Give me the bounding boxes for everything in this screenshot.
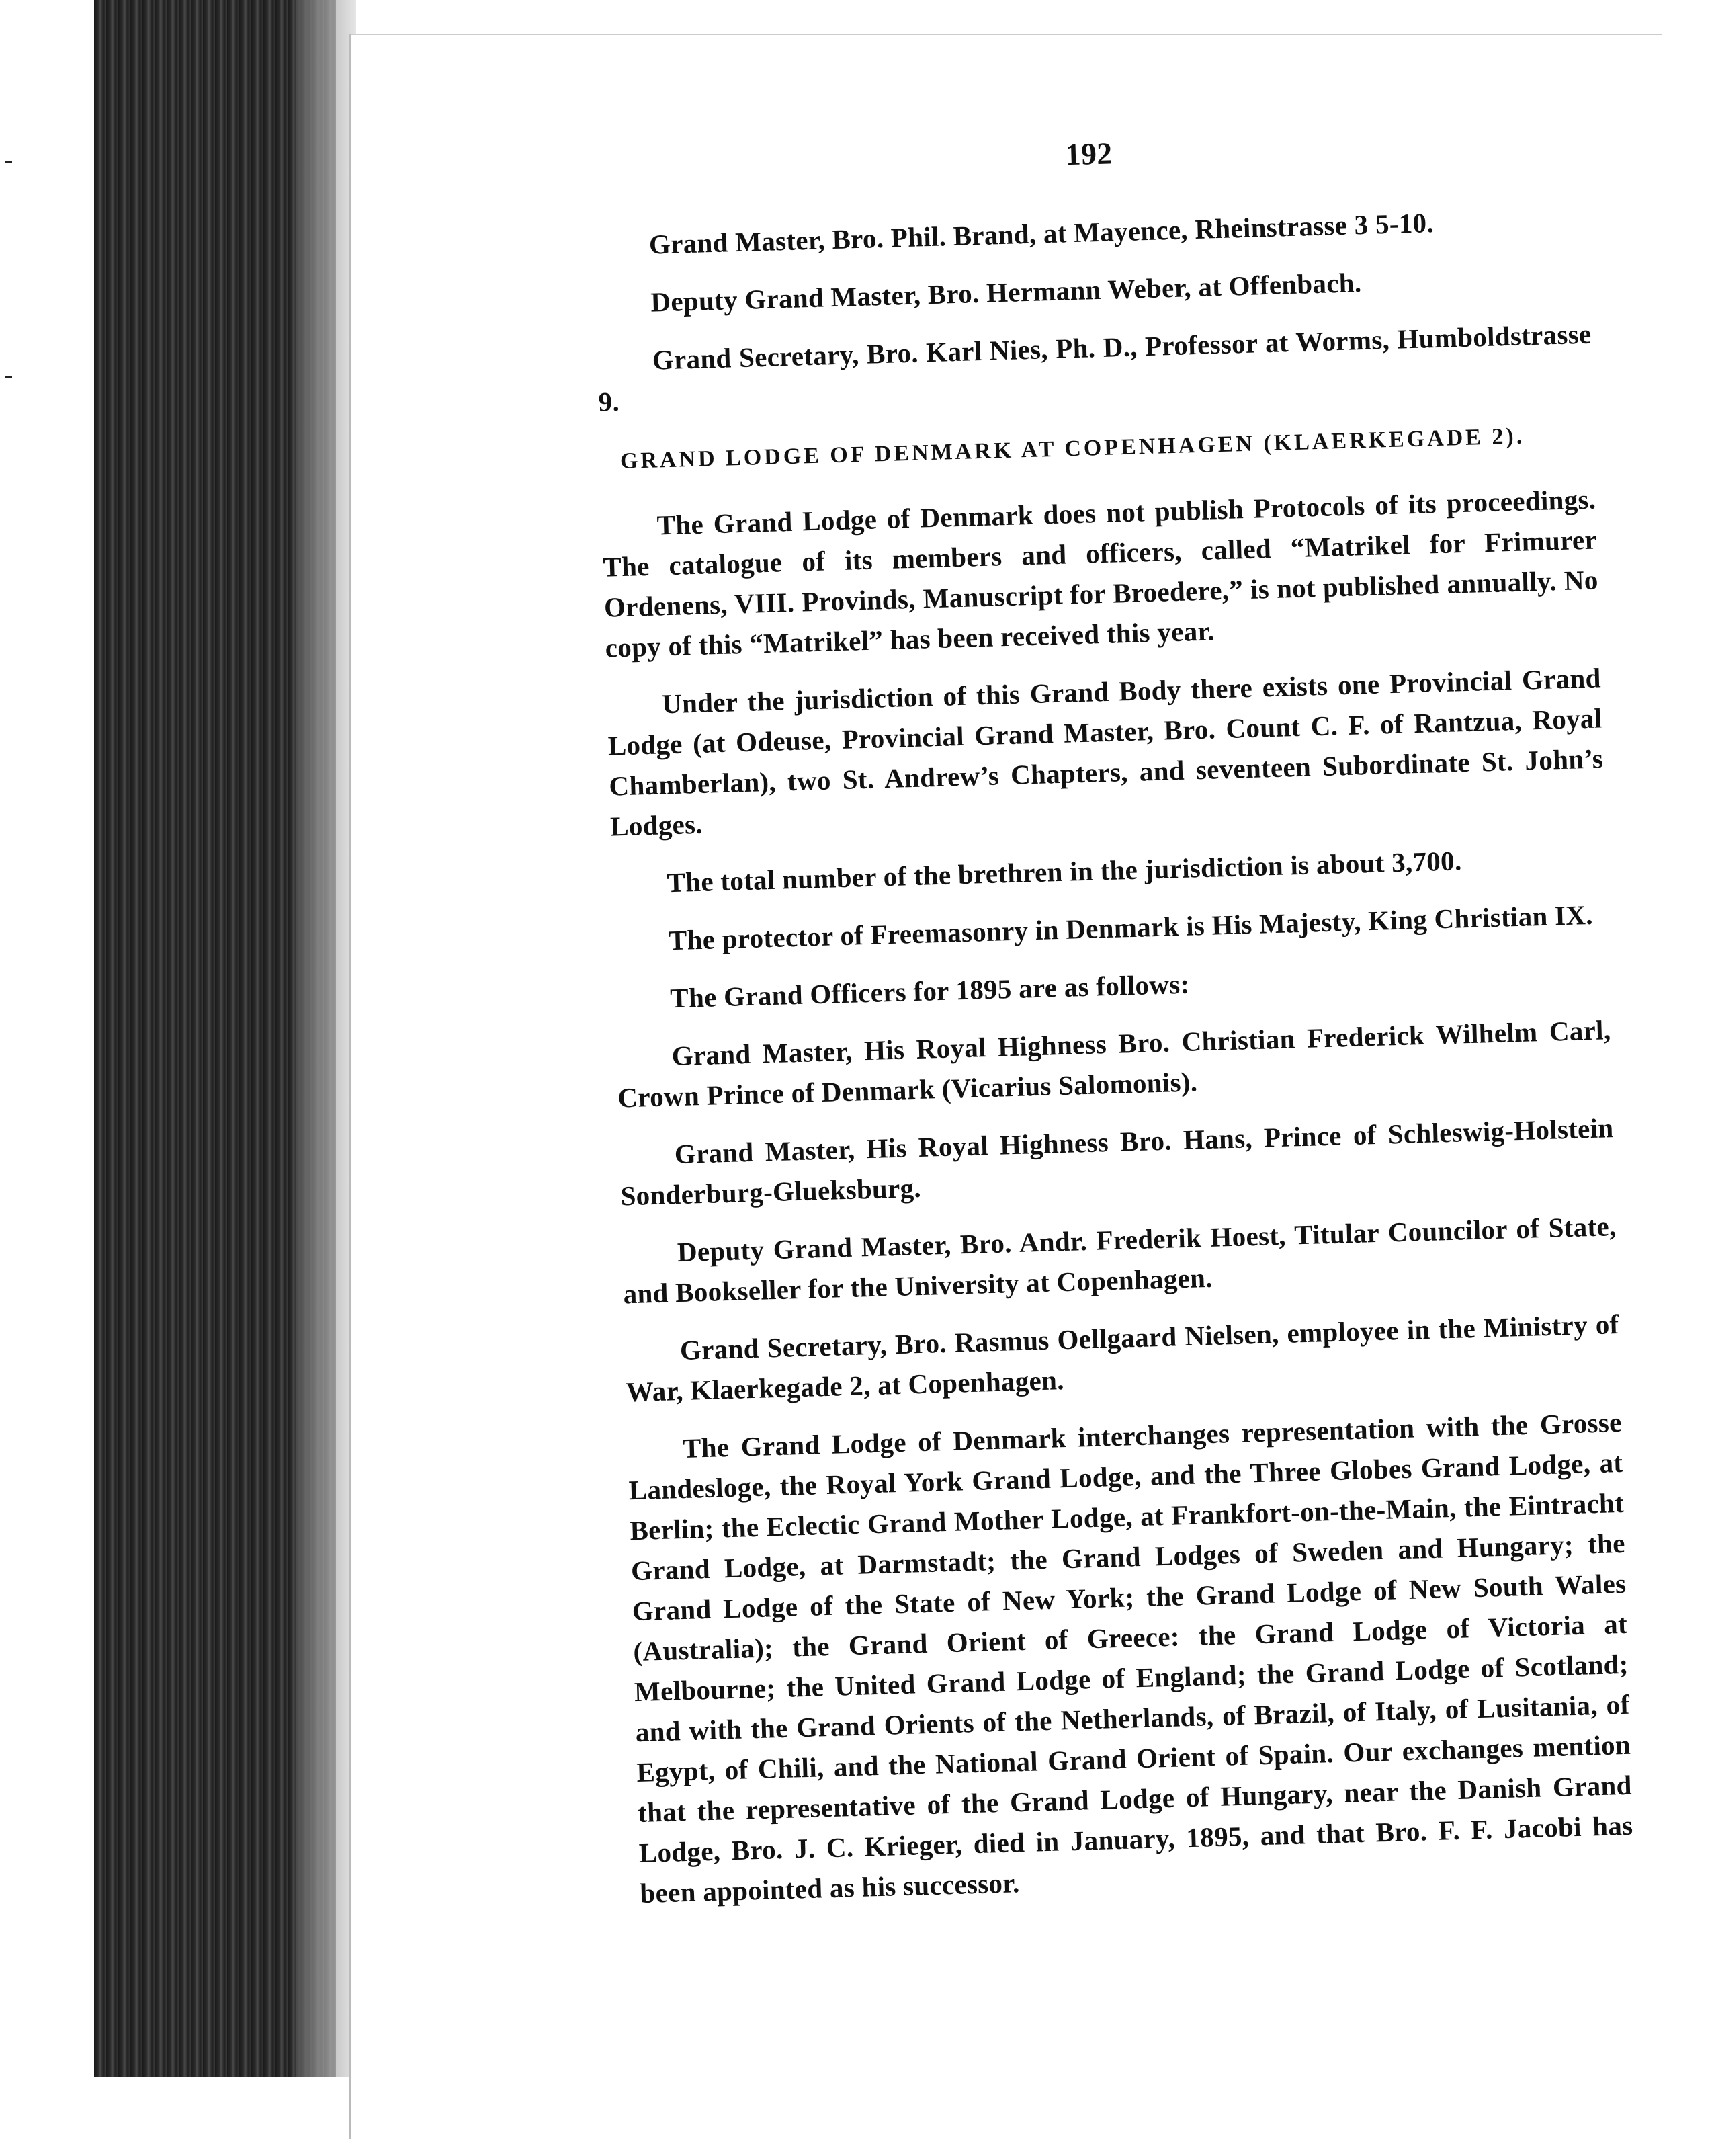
paragraph: The protector of Freemasonry in Denmark is His Majesty, King Christian IX. — [668, 899, 1594, 956]
paragraph: The Grand Officers for 1895 are as follows: — [669, 968, 1190, 1014]
paragraph: Grand Secretary, Bro. Karl Nies, Ph. D., Professor at Worms, Humboldstrasse 9. — [597, 318, 1592, 417]
section-heading: GRAND LODGE OF DENMARK AT COPENHAGEN (KLAERKEGADE 2). — [619, 423, 1525, 474]
page-text-block — [591, 120, 1635, 1931]
paragraph: Under the jurisdiction of this Grand Body there exists one Provincial Grand Lodge (at Odeuse, Provincial Grand Master, Bro. Count C. F. of Rantzua, Royal Chamberlan), two St. Andrew’s Chapters, and seventeen Subordinate St. John’s Lodges. — [607, 662, 1604, 842]
paragraph: Grand Master, His Royal Highness Bro. Christian Frederick Wilhelm Carl, Crown Prince of Denmark (Vicarius Salomonis). — [617, 1014, 1611, 1114]
scan-margin-mark — [5, 161, 12, 163]
paragraph: Deputy Grand Master, Bro. Andr. Frederik Hoest, Titular Councilor of State, and Bookseller for the University at Copenhagen. — [622, 1210, 1617, 1310]
paragraph: Deputy Grand Master, Bro. Hermann Weber, at Offenbach. — [650, 267, 1362, 318]
paragraph: The total number of the brethren in the jurisdiction is about 3,700. — [666, 845, 1463, 899]
book-gutter-shadow — [296, 0, 356, 2077]
paragraph: The Grand Lodge of Denmark interchanges representation with the Grosse Landesloge, the Royal York Grand Lodge, and the Three Globes Grand Lodge, at Berlin; the Eclectic Grand Mother Lodge, at Frankfort-on-the-Main, the Eintracht Grand Lodge, at Darmstadt; the Grand Lodges of Sweden and Hungary; the Grand Lodge of the State of New York; the Grand Lodge of New South Wales (Australia); the Grand Orient of Greece: the Grand Lodge of Victoria at Melbourne; the United Grand Lodge of England; the Grand Lodge of Scotland; and with the Grand Orients of the Netherlands, of Brazil, of Italy, of Lusitania, of Egypt, of Chili, and the National Grand Orient of Spain. Our exchanges mention that the representative of the Grand Lodge of Hungary, near the Danish Grand Lodge, Bro. J. C. Krieger, died in January, 1895, and that Bro. F. F. Jacobi has been appointed as his successor. — [628, 1406, 1633, 1909]
paragraph: Grand Master, His Royal Highness Bro. Hans, Prince of Schleswig-Holstein Sonderburg-Glueksburg. — [619, 1112, 1614, 1212]
paragraph: Grand Secretary, Bro. Rasmus Oellgaard Nielsen, employee in the Ministry of War, Klaerkegade 2, at Copenhagen. — [626, 1308, 1620, 1408]
paragraph: Grand Master, Bro. Phil. Brand, at Mayence, Rheinstrasse 3 5-10. — [648, 207, 1435, 260]
scan-margin-mark — [5, 376, 12, 378]
paragraph: The Grand Lodge of Denmark does not publish Protocols of its proceedings. The catalogue of its members and officers, called “Matrikel for Frimurer Ordenens, VIII. Provinds, Manuscript for Broedere,” is not published annually. No copy of this “Matrikel” has been received this year. — [602, 483, 1599, 663]
page-number: 192 — [1064, 136, 1113, 172]
